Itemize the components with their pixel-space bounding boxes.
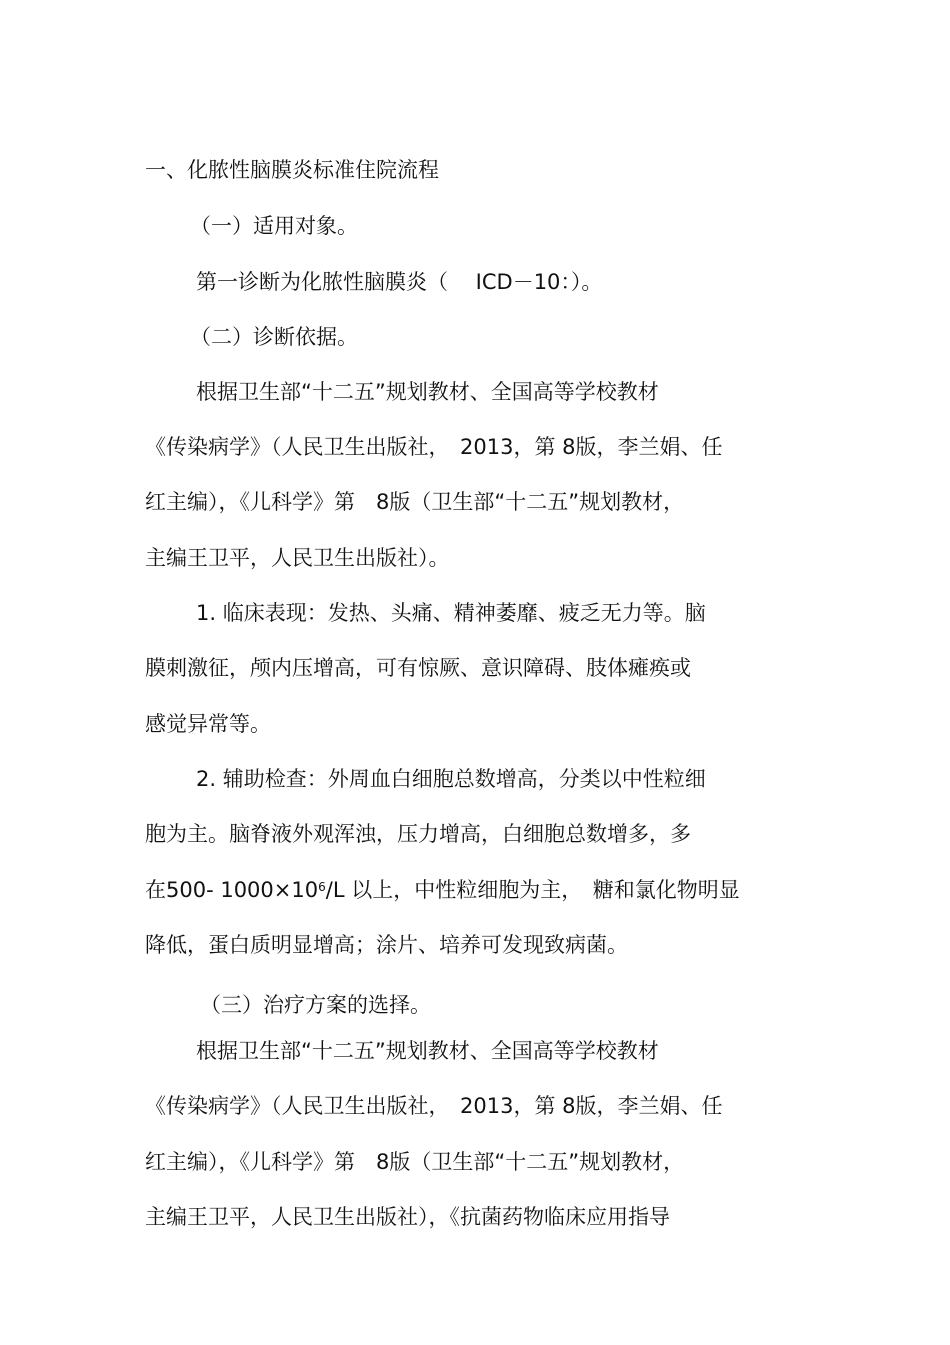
subheading-treatment: （三）治疗方案的选择。: [200, 993, 431, 1017]
formula-text-before: 在500- 1000×10: [145, 878, 319, 902]
paragraph-line: 主编王卫平，人民卫生出版社）。: [145, 546, 450, 570]
paragraph-line: 降低，蛋白质明显增高；涂片、培养可发现致病菌。: [145, 933, 628, 957]
paragraph-line: 《传染病学》（人民卫生出版社， 2013，第 8版，李兰娟、任: [145, 1094, 723, 1118]
section-heading: 一、化脓性脑膜炎标准住院流程: [145, 158, 439, 182]
paragraph-line: 红主编），《儿科学》第 8版（卫生部“十二五”规划教材，: [145, 1150, 685, 1174]
formula-line: [145, 876, 740, 904]
subheading-applicable: （一）适用对象。: [190, 214, 358, 238]
paragraph-line: 根据卫生部“十二五”规划教材、全国高等学校教材: [196, 1039, 659, 1063]
paragraph-line: 根据卫生部“十二五”规划教材、全国高等学校教材: [196, 380, 659, 404]
formula-text-after: /L 以上，中性粒细胞为主， 糖和氯化物明显: [325, 878, 740, 902]
list-item-auxiliary: 2. 辅助检查：外周血白细胞总数增高，分类以中性粒细: [196, 767, 706, 791]
paragraph-line: 膜刺激征，颅内压增高，可有惊厥、意识障碍、肢体瘫痪或: [145, 656, 691, 680]
paragraph-line: 主编王卫平，人民卫生出版社），《抗菌药物临床应用指导: [145, 1205, 670, 1229]
paragraph-line: 《传染病学》（人民卫生出版社， 2013，第 8版，李兰娟、任: [145, 435, 723, 459]
subheading-diagnosis: （二）诊断依据。: [190, 325, 358, 349]
formula-superscript: 6: [318, 880, 326, 894]
paragraph-line: 第一诊断为化脓性脑膜炎（ ICD－10：）。: [196, 270, 603, 294]
list-item-clinical: 1. 临床表现：发热、头痛、精神萎靡、疲乏无力等。脑: [196, 601, 706, 625]
paragraph-line: 胞为主。脑脊液外观浑浊，压力增高，白细胞总数增多，多: [145, 822, 691, 846]
paragraph-line: 红主编），《儿科学》第 8版（卫生部“十二五”规划教材，: [145, 490, 685, 514]
paragraph-line: 感觉异常等。: [145, 712, 271, 736]
